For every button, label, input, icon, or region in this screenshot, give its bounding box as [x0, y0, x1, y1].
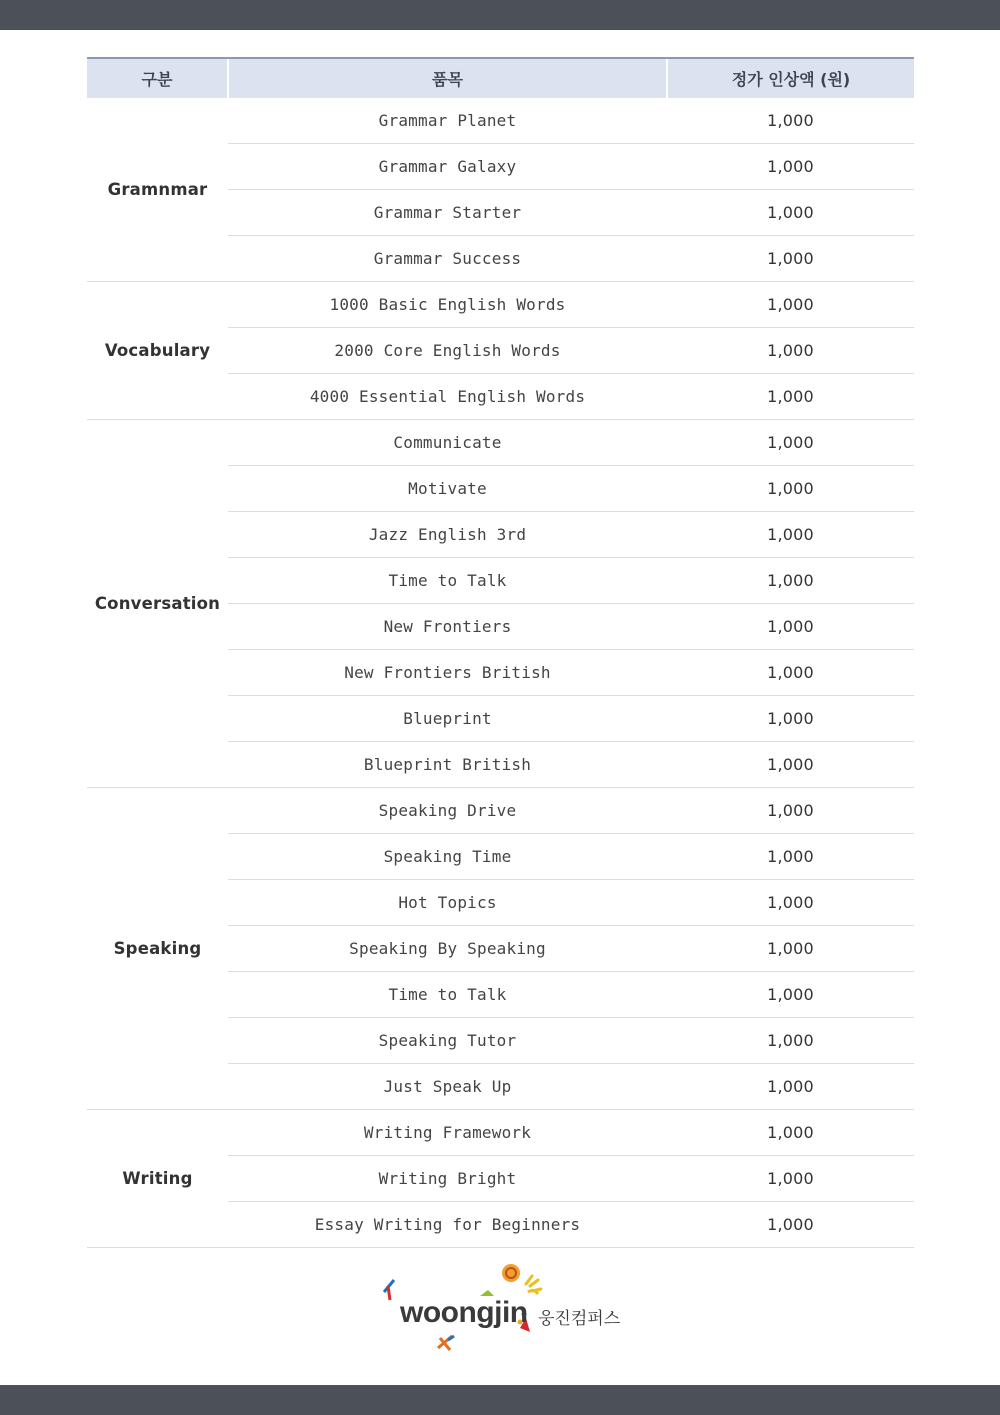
table-row	[87, 282, 914, 328]
price-cell: 1,000	[667, 236, 914, 282]
price-cell: 1,000	[667, 1202, 914, 1248]
item-name-cell: Grammar Starter	[228, 190, 667, 236]
item-name-cell: Communicate	[228, 420, 667, 466]
item-name-cell: Writing Bright	[228, 1156, 667, 1202]
price-cell: 1,000	[667, 420, 914, 466]
price-cell: 1,000	[667, 880, 914, 926]
item-name-cell: 2000 Core English Words	[228, 328, 667, 374]
item-name-cell: Grammar Galaxy	[228, 144, 667, 190]
table-row	[87, 98, 914, 144]
price-cell: 1,000	[667, 512, 914, 558]
table-header-row	[87, 58, 914, 98]
price-cell: 1,000	[667, 788, 914, 834]
item-name-cell: Blueprint British	[228, 742, 667, 788]
item-name-cell: Time to Talk	[228, 972, 667, 1018]
item-name-cell: Speaking Drive	[228, 788, 667, 834]
price-cell: 1,000	[667, 98, 914, 144]
item-name-cell: Just Speak Up	[228, 1064, 667, 1110]
item-name-cell: Grammar Success	[228, 236, 667, 282]
logo-korean-name: 웅진컴퍼스	[538, 1309, 621, 1329]
item-name-cell: New Frontiers	[228, 604, 667, 650]
logo-wordmark: woongjin	[400, 1296, 528, 1329]
category-cell: Speaking	[87, 788, 228, 1110]
price-cell: 1,000	[667, 696, 914, 742]
item-name-cell: Time to Talk	[228, 558, 667, 604]
item-name-cell: Jazz English 3rd	[228, 512, 667, 558]
item-name-cell: Speaking Time	[228, 834, 667, 880]
table-body	[87, 98, 914, 1248]
item-name-cell: New Frontiers British	[228, 650, 667, 696]
price-cell: 1,000	[667, 190, 914, 236]
category-cell: Vocabulary	[87, 282, 228, 420]
top-bar	[0, 0, 1000, 30]
price-increase-table	[87, 57, 914, 1248]
price-cell: 1,000	[667, 1064, 914, 1110]
item-name-cell: 4000 Essential English Words	[228, 374, 667, 420]
table-row	[87, 788, 914, 834]
category-cell: Writing	[87, 1110, 228, 1248]
price-cell: 1,000	[667, 282, 914, 328]
item-name-cell: Speaking By Speaking	[228, 926, 667, 972]
header-category: 구분	[87, 58, 228, 98]
item-name-cell: Hot Topics	[228, 880, 667, 926]
item-name-cell: Motivate	[228, 466, 667, 512]
price-cell: 1,000	[667, 604, 914, 650]
price-cell: 1,000	[667, 1110, 914, 1156]
price-cell: 1,000	[667, 144, 914, 190]
category-cell: Gramnmar	[87, 98, 228, 282]
item-name-cell: 1000 Basic English Words	[228, 282, 667, 328]
item-name-cell: Speaking Tutor	[228, 1018, 667, 1064]
item-name-cell: Writing Framework	[228, 1110, 667, 1156]
price-cell: 1,000	[667, 466, 914, 512]
woongjin-compass-logo	[378, 1262, 628, 1362]
table-row	[87, 1110, 914, 1156]
header-price: 정가 인상액 (원)	[667, 58, 914, 98]
price-cell: 1,000	[667, 834, 914, 880]
price-cell: 1,000	[667, 650, 914, 696]
price-cell: 1,000	[667, 972, 914, 1018]
item-name-cell: Grammar Planet	[228, 98, 667, 144]
price-cell: 1,000	[667, 1156, 914, 1202]
price-cell: 1,000	[667, 558, 914, 604]
table-row	[87, 420, 914, 466]
price-cell: 1,000	[667, 926, 914, 972]
item-name-cell: Essay Writing for Beginners	[228, 1202, 667, 1248]
price-cell: 1,000	[667, 328, 914, 374]
item-name-cell: Blueprint	[228, 696, 667, 742]
header-item: 품목	[228, 58, 667, 98]
price-cell: 1,000	[667, 374, 914, 420]
category-cell: Conversation	[87, 420, 228, 788]
price-cell: 1,000	[667, 742, 914, 788]
price-cell: 1,000	[667, 1018, 914, 1064]
bottom-bar	[0, 1385, 1000, 1415]
